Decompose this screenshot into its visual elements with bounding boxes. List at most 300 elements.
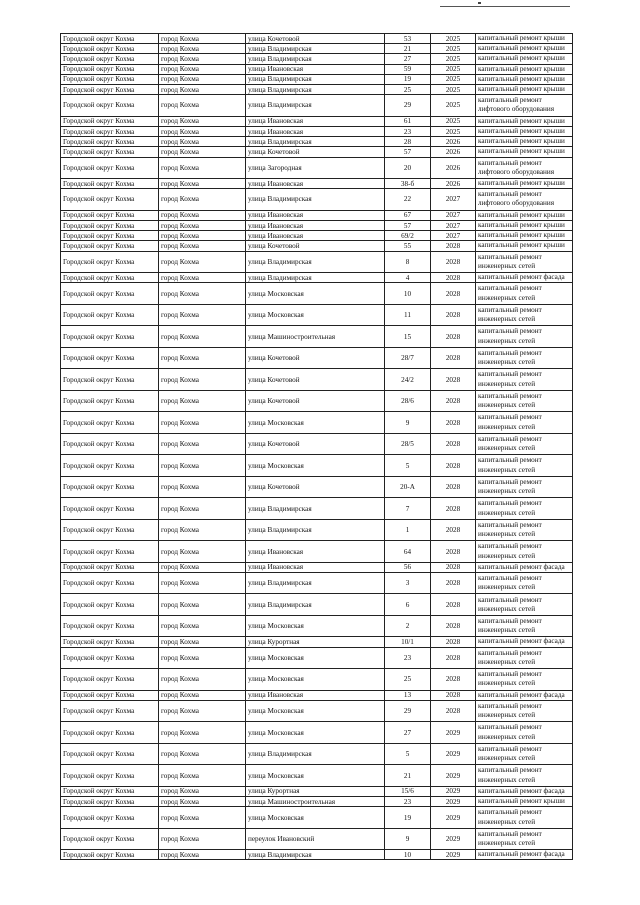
city-cell: город Кохма — [159, 690, 246, 700]
work-type-cell: капитальный ремонт инженерных сетей — [476, 412, 573, 434]
city-cell: город Кохма — [159, 126, 246, 136]
district-cell: Городской округ Кохма — [61, 231, 159, 241]
year-cell: 2028 — [431, 241, 476, 251]
year-cell: 2027 — [431, 220, 476, 230]
street-cell: улица Владимирская — [246, 251, 385, 273]
work-type-cell: капитальный ремонт инженерных сетей — [476, 369, 573, 391]
house-number-cell: 3 — [385, 572, 431, 594]
year-cell: 2028 — [431, 455, 476, 477]
district-cell: Городской округ Кохма — [61, 116, 159, 126]
work-type-cell: капитальный ремонт инженерных сетей — [476, 594, 573, 616]
city-cell: город Кохма — [159, 44, 246, 54]
district-cell: Городской округ Кохма — [61, 498, 159, 520]
city-cell: город Кохма — [159, 64, 246, 74]
house-number-cell: 5 — [385, 455, 431, 477]
work-type-cell: капитальный ремонт инженерных сетей — [476, 541, 573, 563]
city-cell: город Кохма — [159, 116, 246, 126]
work-type-cell: капитальный ремонт инженерных сетей — [476, 572, 573, 594]
work-type-cell: капитальный ремонт фасада — [476, 562, 573, 572]
city-cell: город Кохма — [159, 572, 246, 594]
district-cell: Городской округ Кохма — [61, 179, 159, 189]
house-number-cell: 28/5 — [385, 433, 431, 455]
year-cell: 2029 — [431, 797, 476, 807]
district-cell: Городской округ Кохма — [61, 476, 159, 498]
table-row — [61, 241, 573, 251]
work-type-cell: капитальный ремонт инженерных сетей — [476, 647, 573, 669]
street-cell: улица Владимирская — [246, 572, 385, 594]
work-type-cell: капитальный ремонт инженерных сетей — [476, 807, 573, 829]
year-cell: 2029 — [431, 722, 476, 744]
house-number-cell: 25 — [385, 85, 431, 95]
house-number-cell: 23 — [385, 126, 431, 136]
year-cell: 2028 — [431, 615, 476, 637]
year-cell: 2029 — [431, 807, 476, 829]
year-cell: 2025 — [431, 34, 476, 44]
district-cell: Городской округ Кохма — [61, 390, 159, 412]
district-cell: Городской округ Кохма — [61, 34, 159, 44]
work-type-cell: капитальный ремонт инженерных сетей — [476, 433, 573, 455]
work-type-cell: капитальный ремонт инженерных сетей — [476, 722, 573, 744]
street-cell: улица Владимирская — [246, 273, 385, 283]
house-number-cell: 69/2 — [385, 231, 431, 241]
house-number-cell: 13 — [385, 690, 431, 700]
district-cell: Городской округ Кохма — [61, 637, 159, 647]
street-cell: улица Владимирская — [246, 54, 385, 64]
district-cell: Городской округ Кохма — [61, 572, 159, 594]
year-cell: 2025 — [431, 126, 476, 136]
street-cell: улица Ивановская — [246, 231, 385, 241]
city-cell: город Кохма — [159, 647, 246, 669]
street-cell: улица Владимирская — [246, 594, 385, 616]
table-row — [61, 722, 573, 744]
district-cell: Городской округ Кохма — [61, 519, 159, 541]
year-cell: 2028 — [431, 347, 476, 369]
city-cell: город Кохма — [159, 210, 246, 220]
table-row — [61, 34, 573, 44]
district-cell: Городской округ Кохма — [61, 137, 159, 147]
year-cell: 2029 — [431, 828, 476, 850]
house-number-cell: 20-А — [385, 476, 431, 498]
year-cell: 2025 — [431, 64, 476, 74]
street-cell: улица Кочетовой — [246, 369, 385, 391]
street-cell: улица Владимирская — [246, 743, 385, 765]
house-number-cell: 19 — [385, 807, 431, 829]
city-cell: город Кохма — [159, 765, 246, 787]
house-number-cell: 24/2 — [385, 369, 431, 391]
street-cell: улица Московская — [246, 669, 385, 691]
house-number-cell: 25 — [385, 669, 431, 691]
house-number-cell: 7 — [385, 498, 431, 520]
house-number-cell: 27 — [385, 54, 431, 64]
district-cell: Городской округ Кохма — [61, 64, 159, 74]
table-row — [61, 220, 573, 230]
district-cell: Городской округ Кохма — [61, 347, 159, 369]
city-cell: город Кохма — [159, 95, 246, 117]
street-cell: улица Ивановская — [246, 179, 385, 189]
city-cell: город Кохма — [159, 669, 246, 691]
city-cell: город Кохма — [159, 85, 246, 95]
city-cell: город Кохма — [159, 326, 246, 348]
work-type-cell: капитальный ремонт инженерных сетей — [476, 498, 573, 520]
house-number-cell: 2 — [385, 615, 431, 637]
city-cell: город Кохма — [159, 347, 246, 369]
street-cell: улица Московская — [246, 615, 385, 637]
district-cell: Городской округ Кохма — [61, 722, 159, 744]
table-row — [61, 433, 573, 455]
house-number-cell: 19 — [385, 74, 431, 84]
table-row — [61, 572, 573, 594]
scan-artifact-line — [440, 6, 570, 7]
district-cell: Городской округ Кохма — [61, 743, 159, 765]
street-cell: улица Ивановская — [246, 690, 385, 700]
street-cell: улица Московская — [246, 647, 385, 669]
street-cell: улица Владимирская — [246, 85, 385, 95]
house-number-cell: 10/1 — [385, 637, 431, 647]
work-type-cell: капитальный ремонт инженерных сетей — [476, 615, 573, 637]
table-row — [61, 562, 573, 572]
street-cell: улица Курортная — [246, 637, 385, 647]
table-row — [61, 412, 573, 434]
house-number-cell: 56 — [385, 562, 431, 572]
city-cell: город Кохма — [159, 74, 246, 84]
year-cell: 2025 — [431, 116, 476, 126]
district-cell: Городской округ Кохма — [61, 157, 159, 179]
table-row — [61, 147, 573, 157]
district-cell: Городской округ Кохма — [61, 126, 159, 136]
year-cell: 2025 — [431, 44, 476, 54]
table-row — [61, 637, 573, 647]
work-type-cell: капитальный ремонт крыши — [476, 116, 573, 126]
house-number-cell: 15/6 — [385, 786, 431, 796]
street-cell: улица Владимирская — [246, 44, 385, 54]
table-row — [61, 828, 573, 850]
scan-artifact-dot — [478, 2, 481, 4]
house-number-cell: 61 — [385, 116, 431, 126]
work-type-cell: капитальный ремонт крыши — [476, 126, 573, 136]
work-type-cell: капитальный ремонт крыши — [476, 74, 573, 84]
table-body — [61, 34, 573, 860]
street-cell: улица Ивановская — [246, 210, 385, 220]
city-cell: город Кохма — [159, 251, 246, 273]
work-type-cell: капитальный ремонт инженерных сетей — [476, 743, 573, 765]
district-cell: Городской округ Кохма — [61, 541, 159, 563]
street-cell: улица Загородная — [246, 157, 385, 179]
table-row — [61, 126, 573, 136]
table-row — [61, 455, 573, 477]
house-number-cell: 10 — [385, 850, 431, 860]
street-cell: улица Московская — [246, 412, 385, 434]
street-cell: улица Владимирская — [246, 189, 385, 211]
district-cell: Городской округ Кохма — [61, 283, 159, 305]
house-number-cell: 8 — [385, 251, 431, 273]
repair-schedule-table — [60, 33, 573, 860]
work-type-cell: капитальный ремонт лифтового оборудования — [476, 95, 573, 117]
city-cell: город Кохма — [159, 54, 246, 64]
city-cell: город Кохма — [159, 189, 246, 211]
table-row — [61, 85, 573, 95]
district-cell: Городской округ Кохма — [61, 369, 159, 391]
city-cell: город Кохма — [159, 157, 246, 179]
table-row — [61, 647, 573, 669]
city-cell: город Кохма — [159, 147, 246, 157]
work-type-cell: капитальный ремонт инженерных сетей — [476, 347, 573, 369]
house-number-cell: 10 — [385, 283, 431, 305]
year-cell: 2027 — [431, 210, 476, 220]
table-row — [61, 347, 573, 369]
year-cell: 2028 — [431, 572, 476, 594]
city-cell: город Кохма — [159, 722, 246, 744]
house-number-cell: 28/6 — [385, 390, 431, 412]
house-number-cell: 6 — [385, 594, 431, 616]
street-cell: улица Владимирская — [246, 498, 385, 520]
table-row — [61, 669, 573, 691]
city-cell: город Кохма — [159, 807, 246, 829]
work-type-cell: капитальный ремонт лифтового оборудования — [476, 189, 573, 211]
house-number-cell: 4 — [385, 273, 431, 283]
house-number-cell: 28 — [385, 137, 431, 147]
house-number-cell: 21 — [385, 765, 431, 787]
table-row — [61, 116, 573, 126]
work-type-cell: капитальный ремонт крыши — [476, 34, 573, 44]
work-type-cell: капитальный ремонт крыши — [476, 220, 573, 230]
street-cell: улица Кочетовой — [246, 476, 385, 498]
year-cell: 2028 — [431, 273, 476, 283]
year-cell: 2028 — [431, 541, 476, 563]
table-row — [61, 797, 573, 807]
table-row — [61, 390, 573, 412]
city-cell: город Кохма — [159, 562, 246, 572]
house-number-cell: 1 — [385, 519, 431, 541]
table-row — [61, 44, 573, 54]
district-cell: Городской округ Кохма — [61, 690, 159, 700]
city-cell: город Кохма — [159, 390, 246, 412]
year-cell: 2028 — [431, 637, 476, 647]
house-number-cell: 11 — [385, 304, 431, 326]
table-row — [61, 807, 573, 829]
house-number-cell: 9 — [385, 412, 431, 434]
street-cell: улица Курортная — [246, 786, 385, 796]
street-cell: улица Ивановская — [246, 64, 385, 74]
city-cell: город Кохма — [159, 241, 246, 251]
year-cell: 2026 — [431, 147, 476, 157]
work-type-cell: капитальный ремонт инженерных сетей — [476, 476, 573, 498]
table-row — [61, 850, 573, 860]
street-cell: переулок Ивановский — [246, 828, 385, 850]
district-cell: Городской округ Кохма — [61, 85, 159, 95]
year-cell: 2028 — [431, 304, 476, 326]
city-cell: город Кохма — [159, 304, 246, 326]
house-number-cell: 9 — [385, 828, 431, 850]
city-cell: город Кохма — [159, 455, 246, 477]
city-cell: город Кохма — [159, 541, 246, 563]
house-number-cell: 22 — [385, 189, 431, 211]
district-cell: Городской округ Кохма — [61, 562, 159, 572]
table-row — [61, 210, 573, 220]
work-type-cell: капитальный ремонт инженерных сетей — [476, 828, 573, 850]
city-cell: город Кохма — [159, 637, 246, 647]
district-cell: Городской округ Кохма — [61, 615, 159, 637]
district-cell: Городской округ Кохма — [61, 455, 159, 477]
table-row — [61, 304, 573, 326]
district-cell: Городской округ Кохма — [61, 189, 159, 211]
table-row — [61, 283, 573, 305]
house-number-cell: 20 — [385, 157, 431, 179]
street-cell: улица Московская — [246, 455, 385, 477]
year-cell: 2029 — [431, 743, 476, 765]
district-cell: Городской округ Кохма — [61, 304, 159, 326]
district-cell: Городской округ Кохма — [61, 786, 159, 796]
city-cell: город Кохма — [159, 797, 246, 807]
year-cell: 2028 — [431, 476, 476, 498]
table-row — [61, 519, 573, 541]
district-cell: Городской округ Кохма — [61, 220, 159, 230]
year-cell: 2029 — [431, 850, 476, 860]
table-row — [61, 231, 573, 241]
district-cell: Городской округ Кохма — [61, 54, 159, 64]
work-type-cell: капитальный ремонт крыши — [476, 137, 573, 147]
district-cell: Городской округ Кохма — [61, 850, 159, 860]
year-cell: 2029 — [431, 765, 476, 787]
district-cell: Городской округ Кохма — [61, 210, 159, 220]
house-number-cell: 29 — [385, 95, 431, 117]
house-number-cell: 38-б — [385, 179, 431, 189]
work-type-cell: капитальный ремонт крыши — [476, 231, 573, 241]
city-cell: город Кохма — [159, 850, 246, 860]
city-cell: город Кохма — [159, 476, 246, 498]
table-row — [61, 541, 573, 563]
street-cell: улица Московская — [246, 722, 385, 744]
city-cell: город Кохма — [159, 615, 246, 637]
work-type-cell: капитальный ремонт инженерных сетей — [476, 765, 573, 787]
district-cell: Городской округ Кохма — [61, 412, 159, 434]
year-cell: 2028 — [431, 519, 476, 541]
year-cell: 2025 — [431, 74, 476, 84]
city-cell: город Кохма — [159, 220, 246, 230]
district-cell: Городской округ Кохма — [61, 74, 159, 84]
table-row — [61, 369, 573, 391]
city-cell: город Кохма — [159, 519, 246, 541]
street-cell: улица Кочетовой — [246, 34, 385, 44]
district-cell: Городской округ Кохма — [61, 669, 159, 691]
district-cell: Городской округ Кохма — [61, 433, 159, 455]
street-cell: улица Владимирская — [246, 850, 385, 860]
house-number-cell: 29 — [385, 700, 431, 722]
city-cell: город Кохма — [159, 786, 246, 796]
house-number-cell: 53 — [385, 34, 431, 44]
table-row — [61, 326, 573, 348]
house-number-cell: 59 — [385, 64, 431, 74]
year-cell: 2026 — [431, 157, 476, 179]
table-row — [61, 179, 573, 189]
district-cell: Городской округ Кохма — [61, 797, 159, 807]
street-cell: улица Кочетовой — [246, 147, 385, 157]
work-type-cell: капитальный ремонт инженерных сетей — [476, 390, 573, 412]
work-type-cell: капитальный ремонт инженерных сетей — [476, 326, 573, 348]
table-row — [61, 690, 573, 700]
work-type-cell: капитальный ремонт крыши — [476, 85, 573, 95]
district-cell: Городской округ Кохма — [61, 44, 159, 54]
street-cell: улица Ивановская — [246, 541, 385, 563]
house-number-cell: 21 — [385, 44, 431, 54]
street-cell: улица Кочетовой — [246, 390, 385, 412]
district-cell: Городской округ Кохма — [61, 828, 159, 850]
district-cell: Городской округ Кохма — [61, 594, 159, 616]
house-number-cell: 28/7 — [385, 347, 431, 369]
year-cell: 2028 — [431, 390, 476, 412]
house-number-cell: 57 — [385, 147, 431, 157]
street-cell: улица Кочетовой — [246, 433, 385, 455]
work-type-cell: капитальный ремонт фасада — [476, 850, 573, 860]
work-type-cell: капитальный ремонт крыши — [476, 64, 573, 74]
street-cell: улица Машиностроительная — [246, 797, 385, 807]
year-cell: 2029 — [431, 786, 476, 796]
street-cell: улица Московская — [246, 304, 385, 326]
street-cell: улица Машиностроительная — [246, 326, 385, 348]
work-type-cell: капитальный ремонт крыши — [476, 797, 573, 807]
work-type-cell: капитальный ремонт крыши — [476, 54, 573, 64]
street-cell: улица Московская — [246, 283, 385, 305]
year-cell: 2028 — [431, 690, 476, 700]
work-type-cell: капитальный ремонт крыши — [476, 44, 573, 54]
house-number-cell: 15 — [385, 326, 431, 348]
work-type-cell: капитальный ремонт фасада — [476, 690, 573, 700]
street-cell: улица Владимирская — [246, 95, 385, 117]
year-cell: 2025 — [431, 95, 476, 117]
table-row — [61, 251, 573, 273]
work-type-cell: капитальный ремонт фасада — [476, 637, 573, 647]
table-row — [61, 765, 573, 787]
year-cell: 2028 — [431, 369, 476, 391]
house-number-cell: 23 — [385, 647, 431, 669]
house-number-cell: 55 — [385, 241, 431, 251]
work-type-cell: капитальный ремонт инженерных сетей — [476, 669, 573, 691]
city-cell: город Кохма — [159, 273, 246, 283]
work-type-cell: капитальный ремонт фасада — [476, 786, 573, 796]
work-type-cell: капитальный ремонт крыши — [476, 179, 573, 189]
table-row — [61, 54, 573, 64]
year-cell: 2028 — [431, 669, 476, 691]
table-row — [61, 157, 573, 179]
district-cell: Городской округ Кохма — [61, 273, 159, 283]
city-cell: город Кохма — [159, 369, 246, 391]
district-cell: Городской округ Кохма — [61, 147, 159, 157]
work-type-cell: капитальный ремонт крыши — [476, 147, 573, 157]
street-cell: улица Владимирская — [246, 137, 385, 147]
table-row — [61, 700, 573, 722]
city-cell: город Кохма — [159, 594, 246, 616]
year-cell: 2028 — [431, 412, 476, 434]
work-type-cell: капитальный ремонт инженерных сетей — [476, 283, 573, 305]
year-cell: 2026 — [431, 137, 476, 147]
work-type-cell: капитальный ремонт инженерных сетей — [476, 455, 573, 477]
year-cell: 2025 — [431, 54, 476, 64]
street-cell: улица Ивановская — [246, 220, 385, 230]
table-row — [61, 273, 573, 283]
city-cell: город Кохма — [159, 700, 246, 722]
house-number-cell: 23 — [385, 797, 431, 807]
street-cell: улица Владимирская — [246, 74, 385, 84]
year-cell: 2028 — [431, 498, 476, 520]
district-cell: Городской округ Кохма — [61, 95, 159, 117]
district-cell: Городской округ Кохма — [61, 700, 159, 722]
street-cell: улица Ивановская — [246, 562, 385, 572]
year-cell: 2028 — [431, 594, 476, 616]
street-cell: улица Московская — [246, 807, 385, 829]
district-cell: Городской округ Кохма — [61, 765, 159, 787]
year-cell: 2028 — [431, 251, 476, 273]
year-cell: 2028 — [431, 647, 476, 669]
street-cell: улица Владимирская — [246, 519, 385, 541]
